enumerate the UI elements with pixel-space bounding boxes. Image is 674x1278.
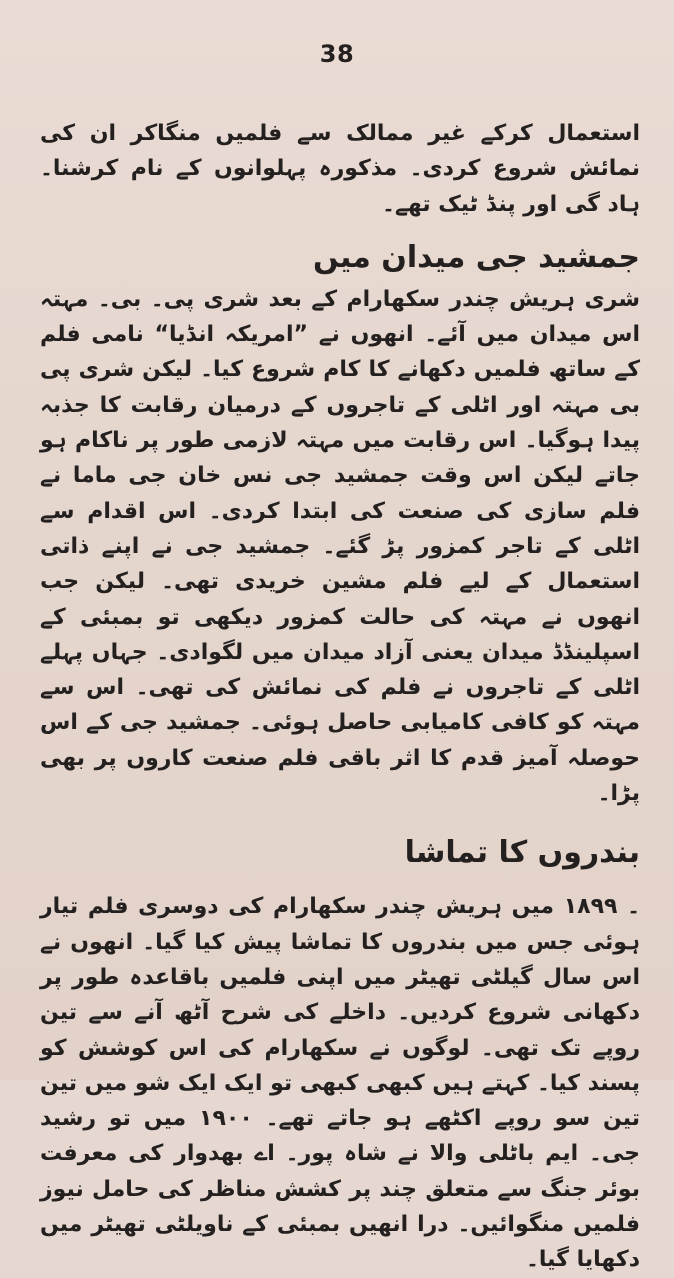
page-body <box>40 116 640 1278</box>
paragraph-2: شری ہریش چندر سکھارام کے بعد شری پی۔ بی۔ مہتہ اس میدان میں آئے۔ انھوں نے ”امریکہ انڈیا“ نامی فلم کے ساتھ فلمیں دکھانے کا کام شروع کیا۔ لیکن شری پی بی مہتہ اور اٹلی کے تاجروں کے درمیان رقابت کا جذبہ پیدا ہوگیا۔ اس رقابت میں مہتہ لازمی طور پر ناکام ہو جاتے لیکن اس وقت جمشید جی نس خان جی ماما نے فلم سازی کی صنعت کی ابتدا کردی۔ اس اقدام سے اٹلی کے تاجر کمزور پڑ گئے۔ جمشید جی نے اپنے ذاتی استعمال کے لیے فلم مشین خریدی تھی۔ لیکن جب انھوں نے مہتہ کی حالت کمزور دیکھی تو بمبئی کے اسپلینڈڈ میدان یعنی آزاد میدان میں لگوادی۔ جہاں پہلے اٹلی کے تاجروں نے فلم کی نمائش کی تھی۔ اس سے مہتہ کو کافی کامیابی حاصل ہوئی۔ جمشید جی کے اس حوصلہ آمیز قدم کا اثر باقی فلم صنعت کاروں پر بھی پڑا۔ <box>40 286 640 807</box>
paragraph-1: استعمال کرکے غیر ممالک سے فلمیں منگاکر ان کی نمائش شروع کردی۔ مذکورہ پہلوانوں کے نام کرشنا۔ ہاد گی اور پنڈ ٹیک تھے۔ <box>40 121 640 217</box>
paragraph-3: ۔ ۱۸۹۹ میں ہریش چندر سکھارام کی دوسری فلم تیار ہوئی جس میں بندروں کا تماشا پیش کیا گیا۔ انھوں نے اس سال گیلٹی تھیٹر میں اپنی فلمیں باقاعدہ طور پر دکھانی شروع کردیں۔ داخلے کی شرح آٹھ آنے سے تین روپے تک تھی۔ لوگوں نے سکھارام کی اس کوشش کو پسند کیا۔ کہتے ہیں کبھی کبھی تو ایک ایک شو میں تین تین سو روپے اکٹھے ہو جاتے تھے۔ ۱۹۰۰ میں تو رشید جی۔ ایم باٹلی والا نے شاہ پور۔ اے بھدوار کی معرفت بوئر جنگ سے متعلق چند پر کشش مناظر کی حامل نیوز فلمیں منگوائیں۔ درا انھیں بمبئی کے ناویلٹی تھیٹر میں دکھایا گیا۔ <box>40 894 640 1273</box>
section-heading-jamshedji: جمشید جی میدان میں <box>313 239 640 275</box>
page-number: 38 <box>319 40 355 68</box>
section-heading-monkeys: بندروں کا تماشا <box>404 835 640 871</box>
